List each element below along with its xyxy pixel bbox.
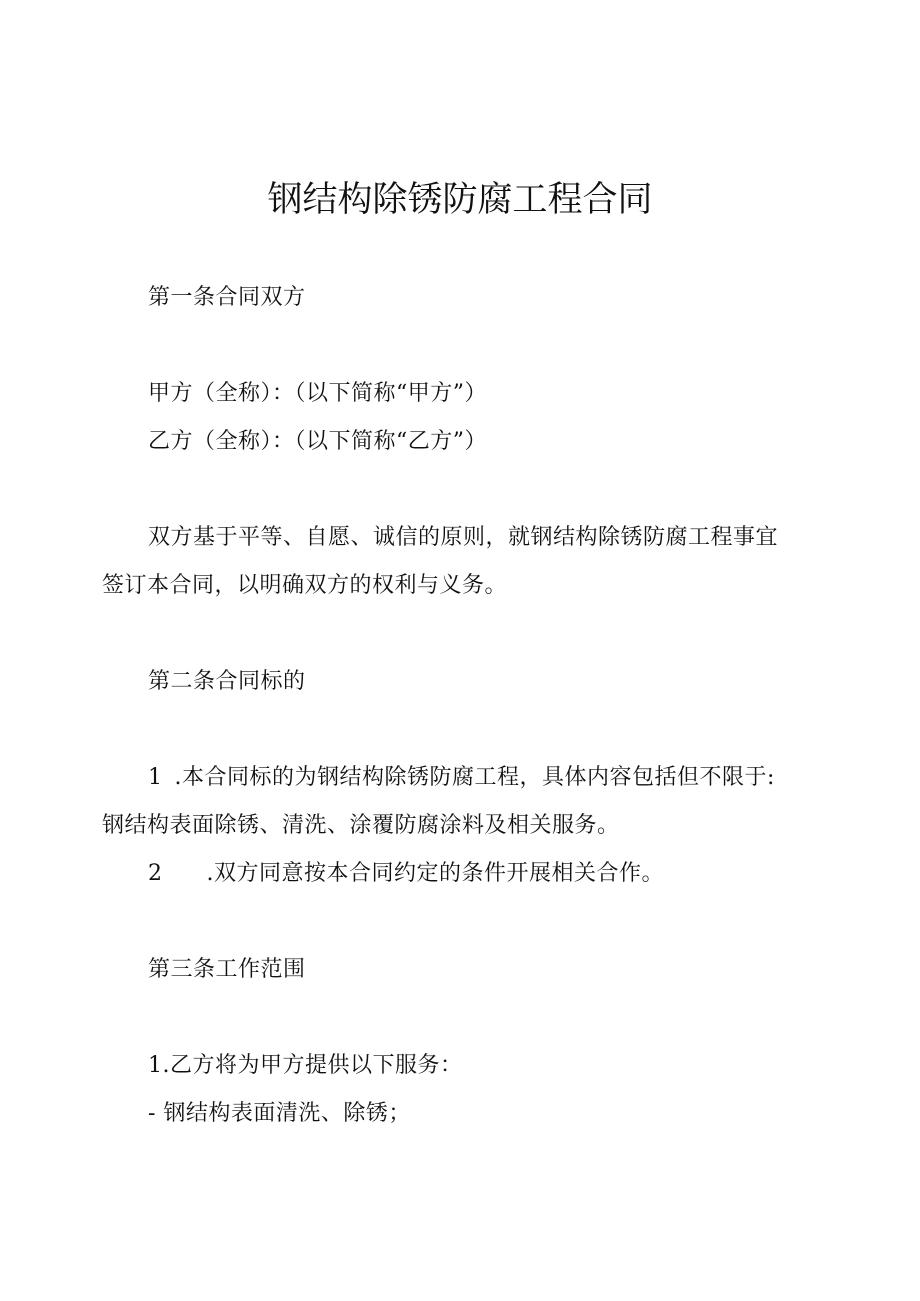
article-2-item-1-line-1: [148, 763, 775, 793]
item-text: .双方同意按本合同约定的条件开展相关合作。: [206, 861, 664, 886]
article-2-heading: 第二条合同标的: [148, 669, 306, 694]
article-3-heading: 第三条工作范围: [148, 957, 306, 982]
article-2-item-1-line-2: 钢结构表面除锈、清洗、涂覆防腐涂料及相关服务。: [102, 813, 620, 838]
preamble-line-2: 签订本合同，以明确双方的权利与义务。: [102, 573, 508, 598]
article-3-bullet-1: - 钢结构表面清洗、除锈；: [148, 1101, 411, 1126]
document-title: 钢结构除锈防腐工程合同: [267, 180, 653, 220]
item-number: 1: [148, 765, 163, 790]
article-2-item-2: [148, 859, 664, 889]
preamble-line-1: 双方基于平等、自愿、诚信的原则，就钢结构除锈防腐工程事宜: [148, 525, 779, 550]
party-a-line: 甲方（全称）：（以下简称“甲方”）: [148, 381, 487, 406]
item-text: .本合同标的为钢结构除锈防腐工程，具体内容包括但不限于:: [174, 765, 775, 790]
article-3-item-1: 1.乙方将为甲方提供以下服务：: [148, 1053, 463, 1078]
item-number: 2: [148, 861, 163, 886]
party-b-line: 乙方（全称）：（以下简称“乙方”）: [148, 429, 487, 454]
article-1-heading: 第一条合同双方: [148, 285, 306, 310]
